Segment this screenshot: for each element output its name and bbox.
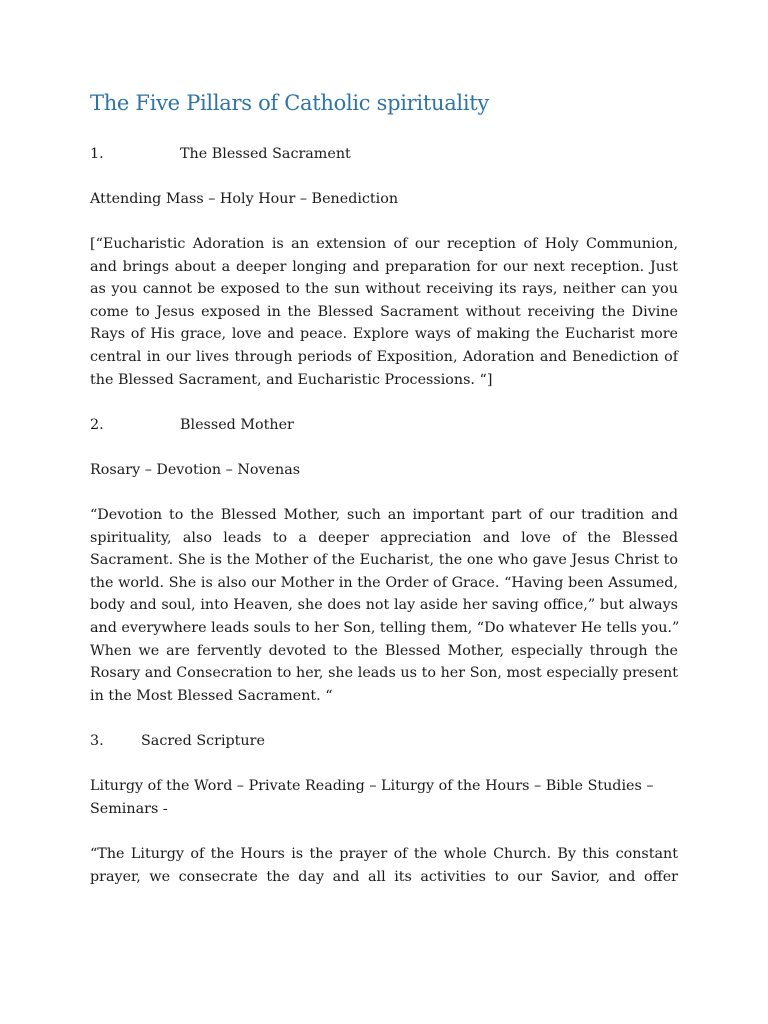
section-3-paragraph (90, 843, 678, 888)
section-1-subtitle: Attending Mass – Holy Hour – Benediction (90, 191, 399, 207)
section-2-heading (90, 414, 294, 437)
section-2-title: Blessed Mother (180, 417, 294, 433)
paragraph-line: [“Eucharistic Adoration is an extension of our reception of Holy Communion, (90, 236, 678, 252)
section-1-heading (90, 143, 351, 166)
section-2-paragraph (90, 504, 678, 707)
document-title: The Five Pillars of Catholic spirituality (90, 91, 489, 115)
paragraph-line: the Blessed Sacrament, and Eucharistic Processions. “] (90, 371, 493, 388)
section-1-paragraph (90, 233, 678, 391)
section-1-number: 1. (90, 146, 104, 162)
paragraph-line: in the Most Blessed Sacrament. “ (90, 687, 333, 704)
paragraph-line: prayer, we consecrate the day and all its activities to our Savior, and offer (90, 868, 678, 885)
paragraph-line: body and soul, into Heaven, she does not lay aside her saving office,” but always (90, 597, 678, 614)
paragraph-line: Rays of His grace, love and peace. Explore ways of making the Eucharist more (90, 326, 678, 343)
paragraph-line: and brings about a deeper longing and preparation for our next reception. Just (90, 258, 678, 275)
section-2-number: 2. (90, 417, 104, 433)
paragraph-line: spirituality, also leads to a deeper appreciation and love of the Blessed (90, 529, 678, 546)
subtitle-line: Seminars - (90, 800, 168, 817)
section-3-subtitle (90, 775, 678, 820)
paragraph-line: Sacrament. She is the Mother of the Eucharist, the one who gave Jesus Christ to (90, 552, 678, 569)
section-3-title: Sacred Scripture (141, 733, 265, 749)
paragraph-line: “Devotion to the Blessed Mother, such an important part of our tradition and (90, 507, 678, 523)
paragraph-line: “The Liturgy of the Hours is the prayer of the whole Church. By this constant (90, 846, 678, 862)
section-3-heading (90, 730, 265, 753)
section-1-title: The Blessed Sacrament (180, 146, 351, 162)
paragraph-line: central in our lives through periods of Exposition, Adoration and Benediction of (90, 348, 678, 365)
section-3-number: 3. (90, 733, 104, 749)
paragraph-line: When we are fervently devoted to the Blessed Mother, especially through the (90, 642, 678, 659)
section-2-subtitle: Rosary – Devotion – Novenas (90, 462, 301, 478)
paragraph-line: the world. She is also our Mother in the Order of Grace. “Having been Assumed, (90, 574, 678, 591)
paragraph-line: come to Jesus exposed in the Blessed Sacrament without receiving the Divine (90, 303, 678, 320)
subtitle-line: Liturgy of the Word – Private Reading – Liturgy of the Hours – Bible Studies – (90, 778, 654, 794)
paragraph-line: Rosary and Consecration to her, she leads us to her Son, most especially present (90, 665, 678, 682)
paragraph-line: as you cannot be exposed to the sun without receiving its rays, neither can you (90, 281, 678, 298)
paragraph-line: and everywhere leads souls to her Son, telling them, “Do whatever He tells you.” (90, 619, 680, 636)
